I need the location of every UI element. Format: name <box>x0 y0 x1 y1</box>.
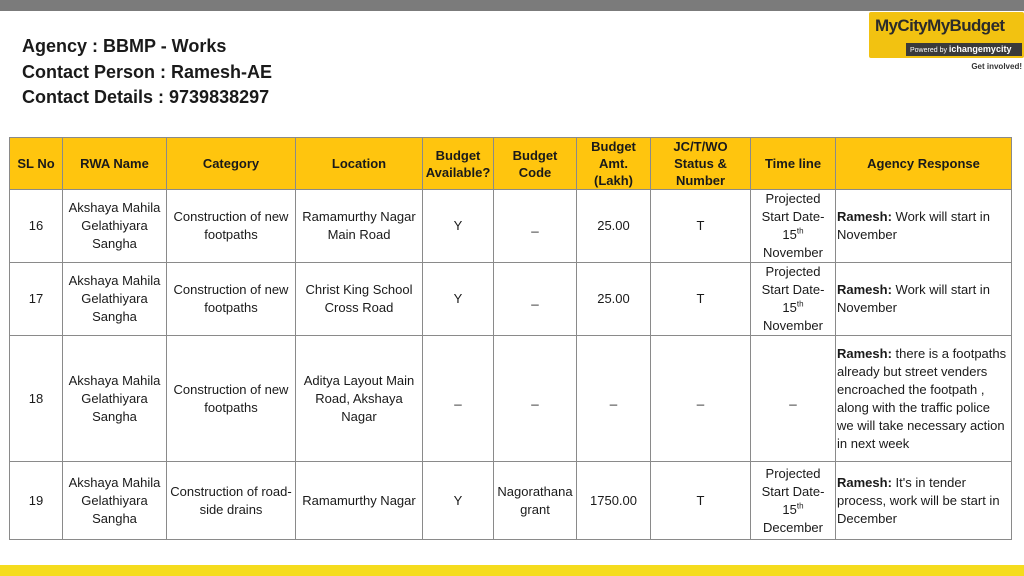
logo-tagline: Get involved! <box>971 62 1022 71</box>
column-header: RWA Name <box>63 138 167 190</box>
table-row <box>10 263 1012 336</box>
column-header: SL No <box>10 138 63 190</box>
location-cell: Aditya Layout Main Road, Akshaya Nagar <box>296 336 423 462</box>
contact-info <box>22 34 272 111</box>
timeline-cell <box>751 263 836 336</box>
status-cell: T <box>651 462 751 540</box>
timeline-month: December <box>763 519 823 535</box>
status-cell: T <box>651 190 751 263</box>
location-cell: Ramamurthy Nagar <box>296 462 423 540</box>
budget-available-cell: Y <box>423 263 494 336</box>
location-cell: Christ King School Cross Road <box>296 263 423 336</box>
status-cell: T <box>651 263 751 336</box>
budget-amt-cell: _ <box>577 336 651 462</box>
budget-amt-cell: 25.00 <box>577 190 651 263</box>
budget-code-cell: _ <box>494 190 577 263</box>
logo-powered-prefix: Powered by <box>910 47 947 54</box>
column-header: Budget Code <box>494 138 577 190</box>
response-name: Ramesh: <box>837 209 892 224</box>
budget-code-cell: Nagorathana grant <box>494 462 577 540</box>
top-bar <box>0 0 1024 11</box>
response-name: Ramesh: <box>837 474 892 490</box>
response-name: Ramesh: <box>837 282 892 297</box>
agency-response-cell <box>836 336 1012 462</box>
timeline-prefix: Projected Start Date-15 <box>761 264 825 315</box>
logo-title: MyCityMyBudget <box>875 16 1005 35</box>
timeline-cell: _ <box>751 336 836 462</box>
response-text: Work will start in November <box>837 282 990 315</box>
response-text: It's in tender process, work will be start in December <box>837 474 1000 526</box>
column-header: Budget Amt. (Lakh) <box>577 138 651 190</box>
location-cell: Ramamurthy Nagar Main Road <box>296 190 423 263</box>
sl-no-cell: 17 <box>10 263 63 336</box>
category-cell: Construction of new footpaths <box>167 336 296 462</box>
column-header: Time line <box>751 138 836 190</box>
sl-no-cell: 19 <box>10 462 63 540</box>
works-table <box>9 137 1012 540</box>
table-row <box>10 190 1012 263</box>
response-text: there is a footpaths already but street venders encroached the footpath , along with the traffic police we will take necessary action in next week <box>837 345 1007 451</box>
sl-no-cell: 18 <box>10 336 63 462</box>
logo-powered-by <box>906 43 1022 56</box>
timeline-month: November <box>763 245 823 260</box>
rwa-name-cell: Akshaya Mahila Gelathiyara Sangha <box>63 462 167 540</box>
bottom-bar <box>0 565 1024 576</box>
category-cell: Construction of new footpaths <box>167 263 296 336</box>
table-header-row <box>10 138 1012 190</box>
mycitymybudget-logo <box>869 12 1024 74</box>
timeline-month: November <box>763 318 823 333</box>
timeline-ordinal: th <box>796 501 804 511</box>
table-row <box>10 462 1012 540</box>
response-text: Work will start in November <box>837 209 990 242</box>
agency-response-cell <box>836 462 1012 540</box>
budget-amt-cell: 1750.00 <box>577 462 651 540</box>
category-cell: Construction of road-side drains <box>167 462 296 540</box>
agency-line: Agency : BBMP - Works <box>22 36 227 56</box>
budget-code-cell: _ <box>494 263 577 336</box>
budget-available-cell: Y <box>423 190 494 263</box>
timeline-prefix: Projected Start Date-15 <box>761 465 825 517</box>
budget-amt-cell: 25.00 <box>577 263 651 336</box>
budget-available-cell: Y <box>423 462 494 540</box>
contact-person-line: Contact Person : Ramesh-AE <box>22 61 273 82</box>
timeline-prefix: Projected Start Date-15 <box>761 191 825 242</box>
column-header: Category <box>167 138 296 190</box>
response-name: Ramesh: <box>837 345 892 361</box>
rwa-name-cell: Akshaya Mahila Gelathiyara Sangha <box>63 336 167 462</box>
column-header: JC/T/WO Status & Number <box>651 138 751 190</box>
timeline-cell <box>751 462 836 540</box>
rwa-name-cell: Akshaya Mahila Gelathiyara Sangha <box>63 263 167 336</box>
timeline-cell <box>751 190 836 263</box>
rwa-name-cell: Akshaya Mahila Gelathiyara Sangha <box>63 190 167 263</box>
contact-details-line: Contact Details : 9739838297 <box>22 87 270 107</box>
budget-available-cell: _ <box>423 336 494 462</box>
timeline-ordinal: th <box>796 299 804 309</box>
column-header: Location <box>296 138 423 190</box>
table-row <box>10 336 1012 462</box>
category-cell: Construction of new footpaths <box>167 190 296 263</box>
budget-code-cell: _ <box>494 336 577 462</box>
column-header: Budget Available? <box>423 138 494 190</box>
status-cell: _ <box>651 336 751 462</box>
timeline-ordinal: th <box>796 226 804 236</box>
sl-no-cell: 16 <box>10 190 63 263</box>
column-header: Agency Response <box>836 138 1012 190</box>
agency-response-cell <box>836 190 1012 263</box>
agency-response-cell <box>836 263 1012 336</box>
logo-powered-brand: ichangemycity <box>948 44 1012 54</box>
